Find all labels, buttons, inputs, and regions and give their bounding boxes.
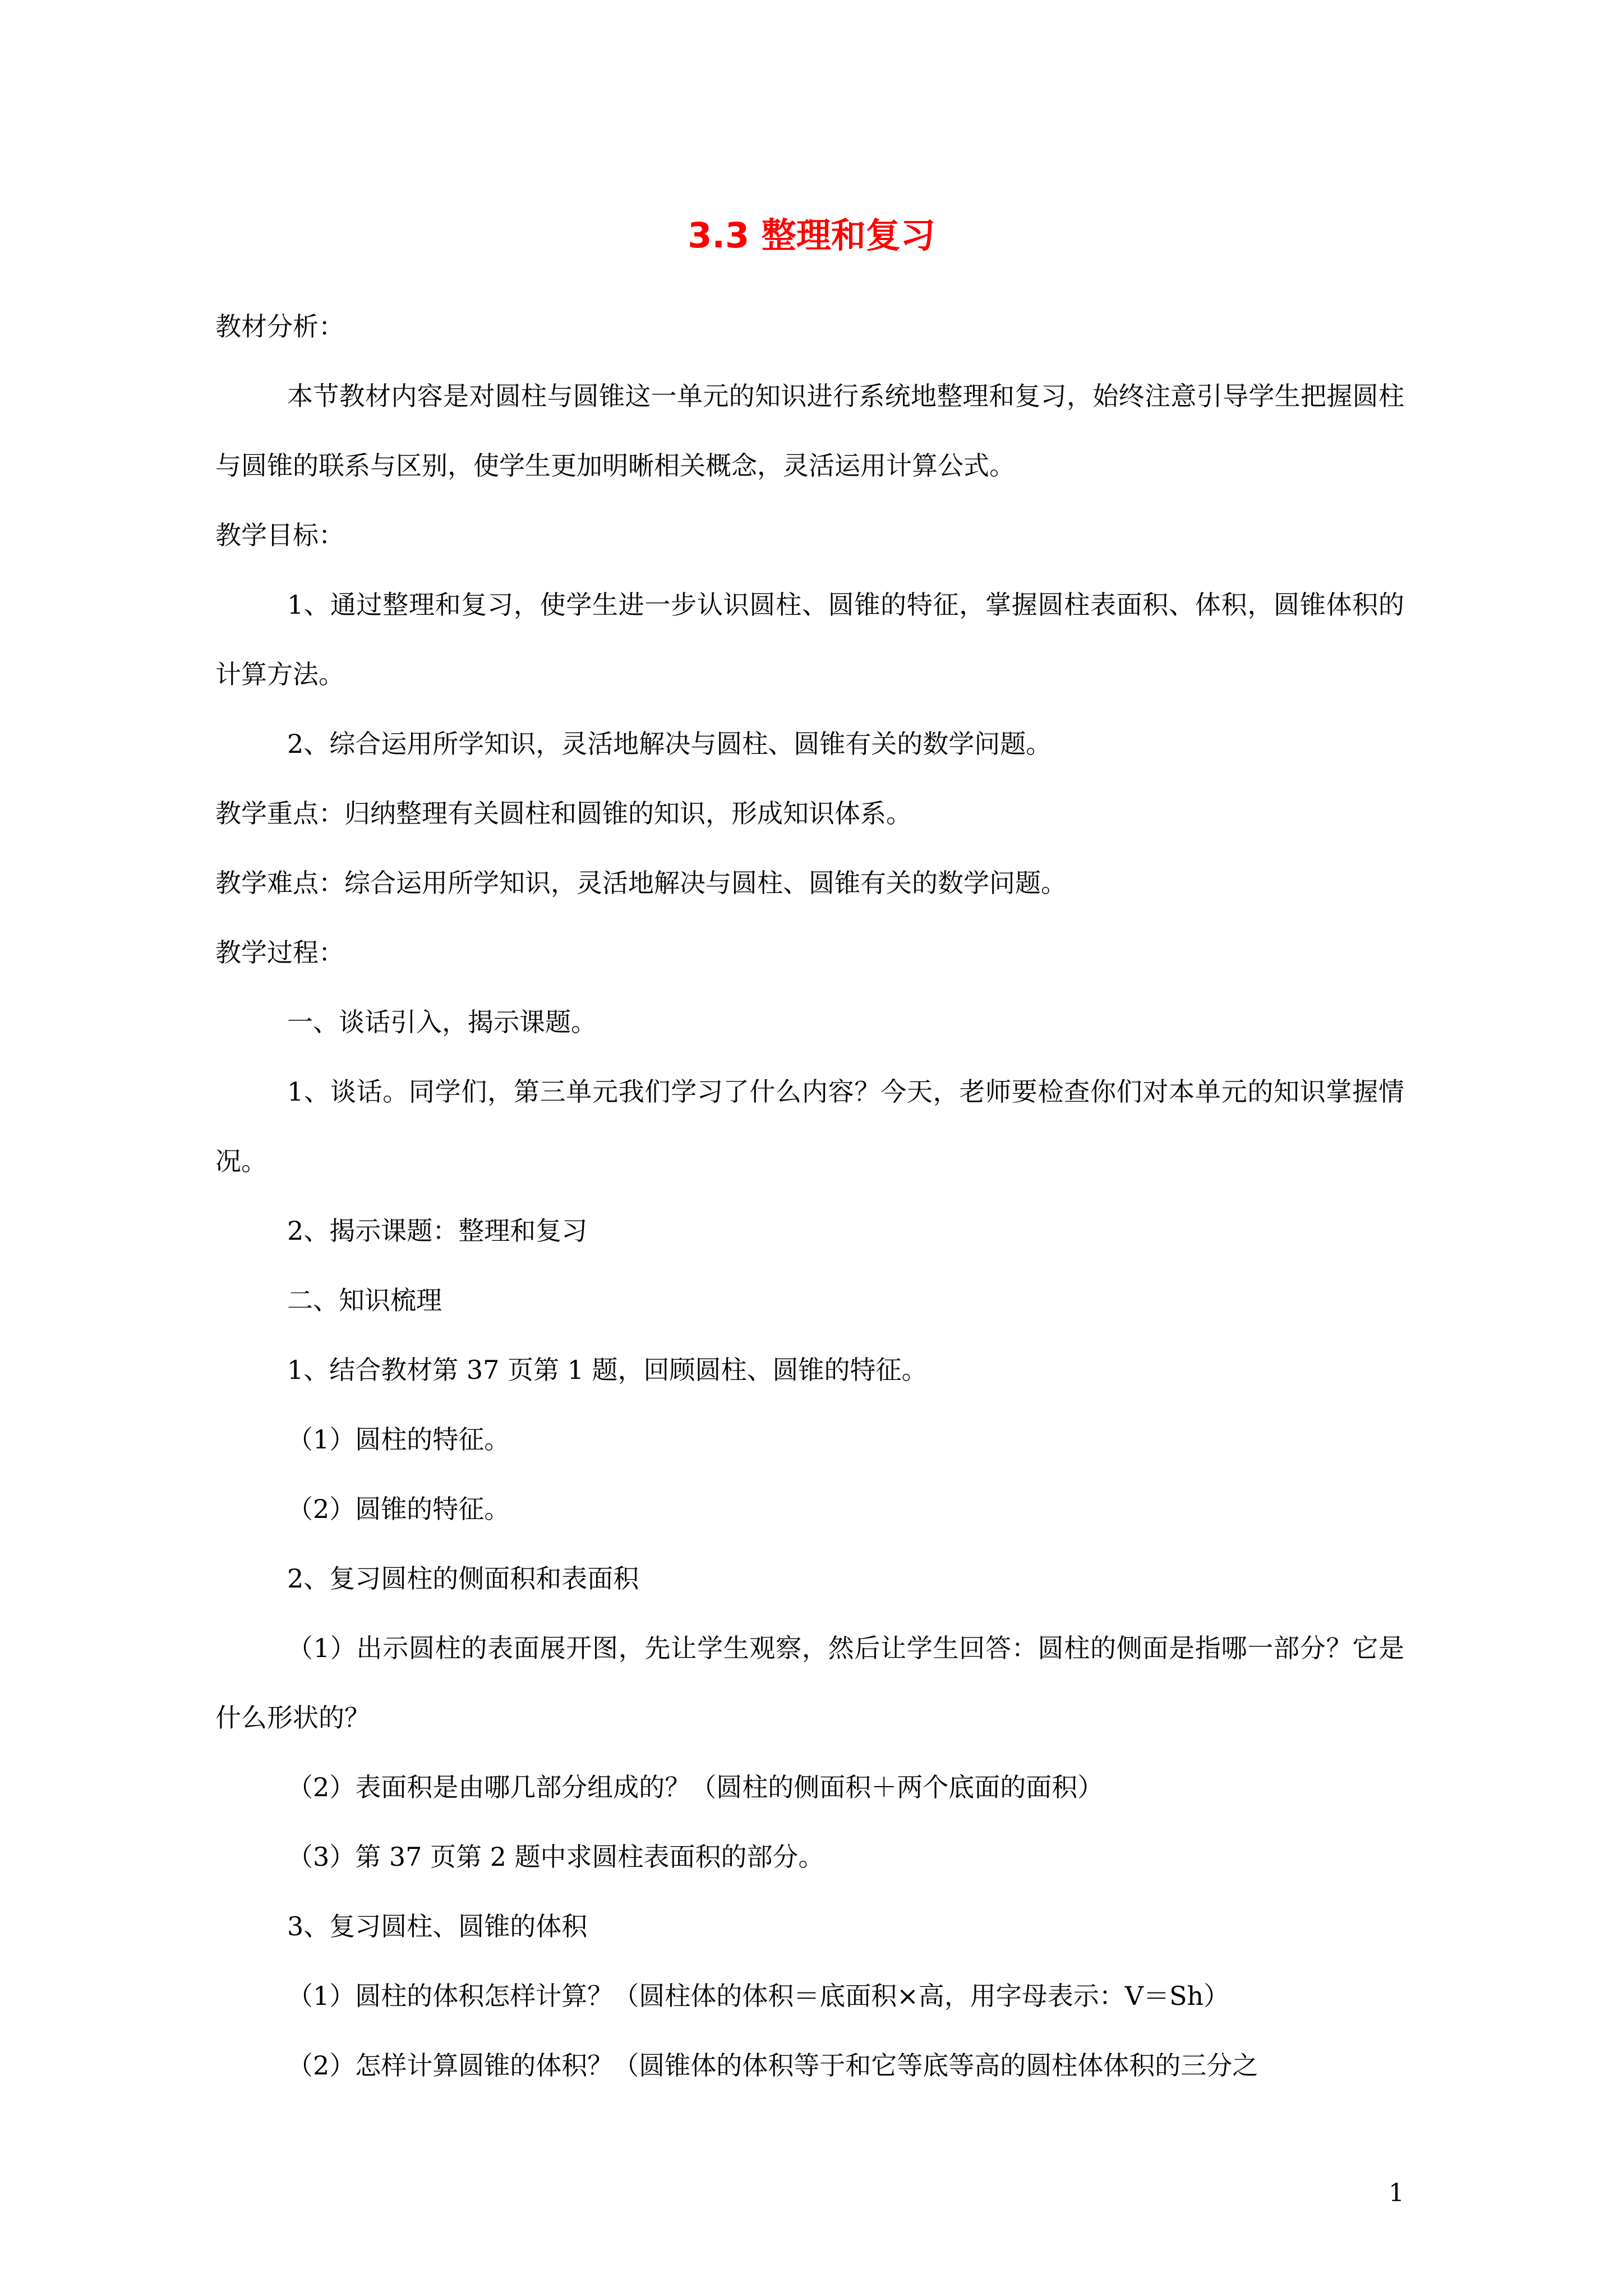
paragraph-18: （3）第 37 页第 2 题中求圆柱表面积的部分。 bbox=[287, 1842, 824, 1872]
paragraph-21: （2）怎样计算圆锥的体积？（圆锥体的体积等于和它等底等高的圆柱体体积的三分之 bbox=[287, 2050, 1258, 2081]
paragraph-6: 教学难点：综合运用所学知识，灵活地解决与圆柱、圆锥有关的数学问题。 bbox=[215, 868, 1067, 898]
paragraph-16: （1）出示圆柱的表面展开图，先让学生观察，然后让学生回答：圆柱的侧面是指哪一部分？它是什么形状的？ bbox=[215, 1633, 1404, 1733]
paragraph-13: （1）圆柱的特征。 bbox=[287, 1424, 510, 1455]
paragraph-0: 教材分析： bbox=[215, 311, 344, 342]
page-number: 1 bbox=[1389, 2179, 1404, 2207]
document-body bbox=[215, 292, 1404, 2100]
paragraph-1: 本节教材内容是对圆柱与圆锥这一单元的知识进行系统地整理和复习，始终注意引导学生把握圆柱与圆锥的联系与区别，使学生更加明晰相关概念，灵活运用计算公式。 bbox=[215, 381, 1404, 481]
paragraph-11: 二、知识梳理 bbox=[287, 1285, 442, 1315]
paragraph-3: 1、通过整理和复习，使学生进一步认识圆柱、圆锥的特征，掌握圆柱表面积、体积，圆锥体积的计算方法。 bbox=[215, 590, 1404, 689]
paragraph-17: （2）表面积是由哪几部分组成的？（圆柱的侧面积＋两个底面的面积） bbox=[287, 1772, 1104, 1802]
paragraph-8: 一、谈话引入，揭示课题。 bbox=[287, 1007, 597, 1037]
paragraph-4: 2、综合运用所学知识，灵活地解决与圆柱、圆锥有关的数学问题。 bbox=[287, 729, 1052, 759]
paragraph-2: 教学目标： bbox=[215, 520, 344, 550]
paragraph-12: 1、结合教材第 37 页第 1 题，回顾圆柱、圆锥的特征。 bbox=[287, 1355, 928, 1385]
page-title: 3.3 整理和复习 bbox=[688, 215, 935, 256]
paragraph-20: （1）圆柱的体积怎样计算？（圆柱体的体积＝底面积×高，用字母表示：V＝Sh） bbox=[287, 1981, 1230, 2011]
paragraph-5: 教学重点：归纳整理有关圆柱和圆锥的知识，形成知识体系。 bbox=[215, 798, 912, 829]
paragraph-9: 1、谈话。同学们，第三单元我们学习了什么内容？今天，老师要检查你们对本单元的知识掌握情况。 bbox=[215, 1076, 1404, 1176]
paragraph-7: 教学过程： bbox=[215, 937, 344, 968]
paragraph-14: （2）圆锥的特征。 bbox=[287, 1494, 510, 1524]
paragraph-19: 3、复习圆柱、圆锥的体积 bbox=[287, 1911, 588, 1941]
paragraph-15: 2、复习圆柱的侧面积和表面积 bbox=[287, 1563, 639, 1594]
paragraph-10: 2、揭示课题：整理和复习 bbox=[287, 1216, 588, 1246]
